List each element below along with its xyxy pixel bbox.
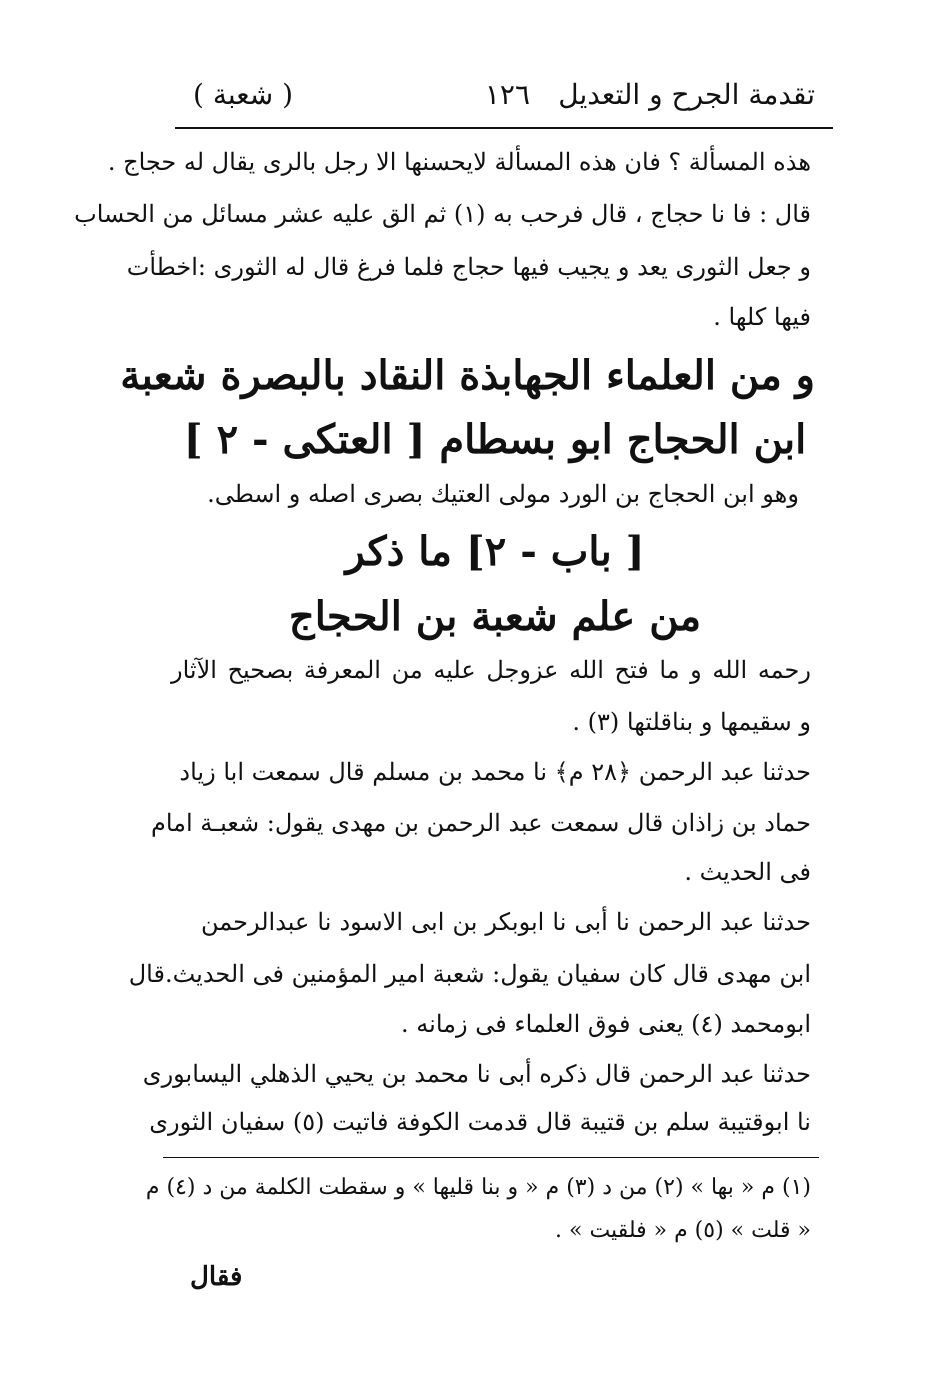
body-line: ابومحمد (٤) يعنى فوق العلماء فى زمانه . <box>401 1010 811 1038</box>
page-header <box>175 72 815 120</box>
body-line: حدثنا عبد الرحمن قال ذكره أبى نا محمد بن يحيي الذهلي اليسابورى <box>142 1060 811 1088</box>
body-line: ابن مهدى قال كان سفيان يقول: شعبة امير المؤمنين فى الحديث.قال <box>128 960 811 988</box>
body-line: فيها كلها . <box>713 303 811 331</box>
body-line: حدثنا عبد الرحمن ﴿٢٨ م﴾ نا محمد بن مسلم قال سمعت ابا زياد <box>179 758 811 786</box>
body-line: قال : فا نا حجاج ، قال فرحب به (١) ثم الق عليه عشر مسائل من الحساب <box>74 200 811 228</box>
lineage-line: وهو ابن الحجاج بن الورد مولى العتيك بصرى اصله و اسطى. <box>207 480 799 508</box>
running-title: تقدمة الجرح و التعديل <box>558 78 815 111</box>
header-rule <box>175 127 833 129</box>
body-line: و جعل الثورى يعد و يجيب فيها حجاج فلما فرغ قال له الثورى :اخطأت <box>126 253 811 281</box>
footnote-line: (١) م « بها » (٢) من د (٣) م « و بنا قليها » و سقطت الكلمة من د (٤) م <box>145 1175 811 1200</box>
body-line: نا ابوقتيبة سلم بن قتيبة قال قدمت الكوفة فاتيت (٥) سفيان الثورى <box>149 1108 811 1136</box>
body-line: حماد بن زاذان قال سمعت عبد الرحمن بن مهدى يقول: شعبـة امام <box>150 809 811 837</box>
section-name: ( شعبة ) <box>193 78 294 111</box>
chapter-heading-line-1: [ باب - ٢] ما ذكر <box>345 528 645 575</box>
footnote-rule <box>163 1157 819 1158</box>
chapter-heading-line-2: من علم شعبة بن الحجاج <box>288 593 702 640</box>
body-line: فى الحديث . <box>684 858 811 886</box>
body-line: حدثنا عبد الرحمن نا أبى نا ابوبكر بن ابى الاسود نا عبدالرحمن <box>201 908 811 936</box>
section-heading-line-2: ابن الحجاج ابو بسطام [ العتكى - ٢ ] <box>183 416 807 463</box>
footnote-line: « قلت » (٥) م « فلقيت » . <box>555 1218 811 1243</box>
section-heading-line-1: و من العلماء الجهابذة النقاد بالبصرة شعبة <box>120 352 815 399</box>
body-line: رحمه الله و ما فتح الله عزوجل عليه من المعرفة بصحيح الآثار <box>171 656 811 684</box>
body-line: و سقيمها و بناقلتها (٣) . <box>572 708 811 736</box>
body-line: هذه المسألة ؟ فان هذه المسألة لايحسنها الا رجل بالرى يقال له حجاج . <box>107 148 811 176</box>
page-number: ١٢٦ <box>484 78 530 111</box>
catchword: فقال <box>190 1262 243 1292</box>
